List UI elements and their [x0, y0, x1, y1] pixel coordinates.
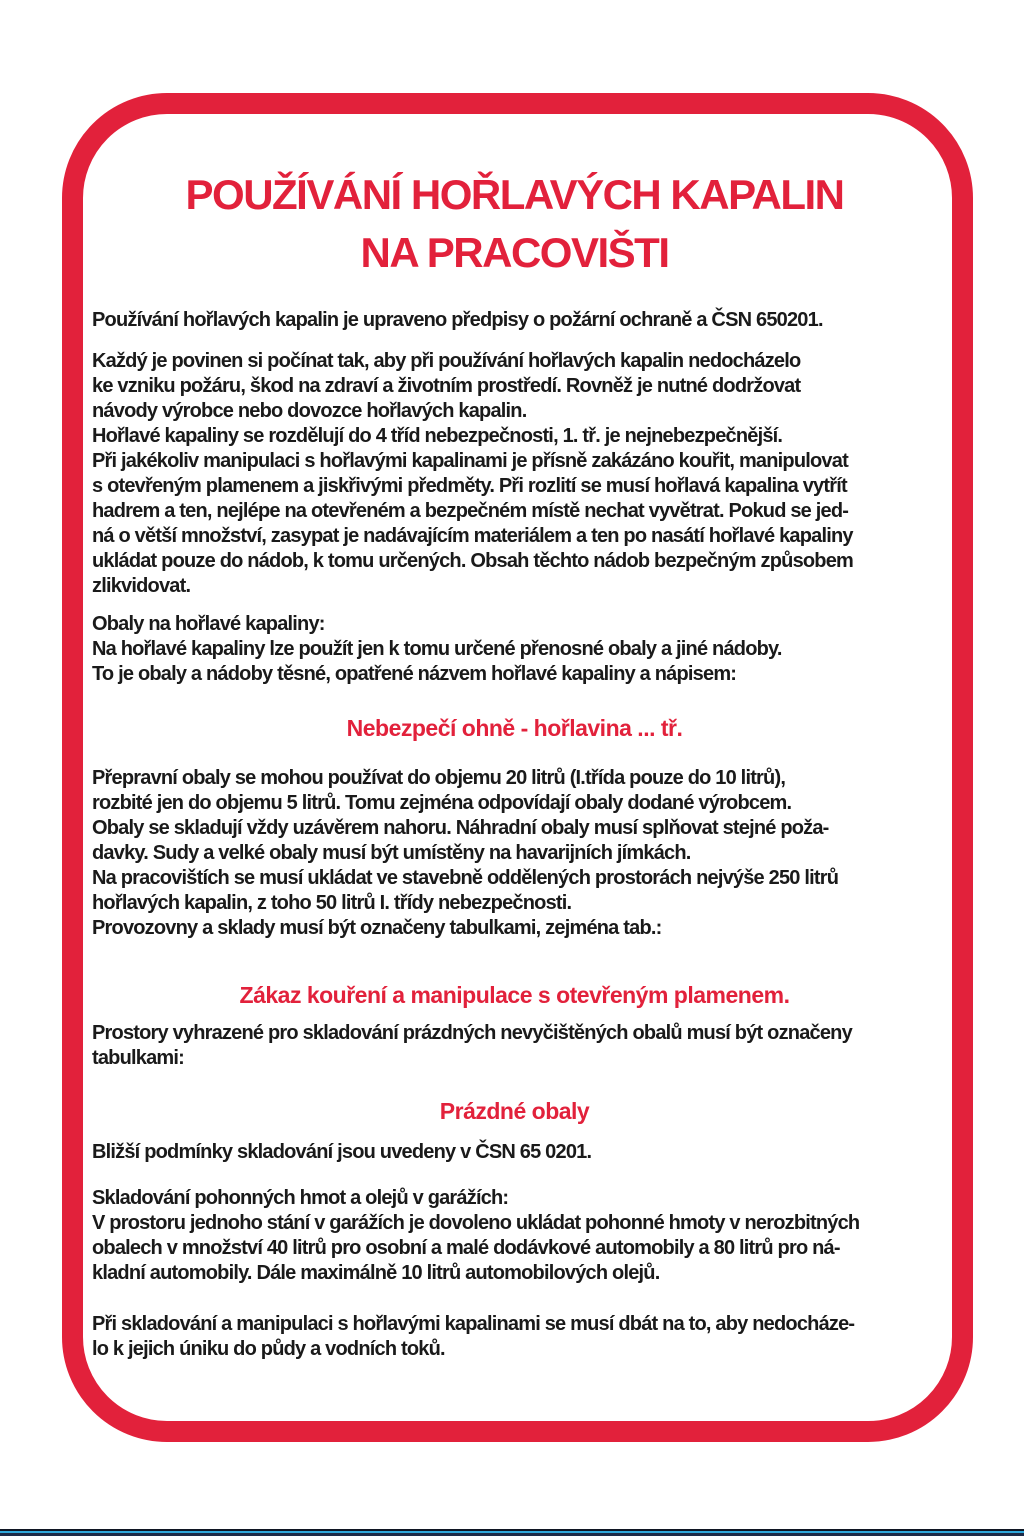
paragraph-containers [92, 612, 937, 687]
text-line: Hořlavé kapaliny se rozdělují do 4 tříd nebezpečnosti, 1. tř. je nejnebezpečnější. [92, 425, 783, 447]
paragraph-leak-prevention [92, 1312, 937, 1362]
text-line: Obaly se skladují vždy uzávěrem nahoru. Náhradní obaly musí splňovat stejné poža- [92, 817, 829, 839]
paragraph-storage-conditions [92, 1140, 937, 1165]
text-line: Obaly na hořlavé kapaliny: [92, 613, 325, 635]
text-line: rozbité jen do objemu 5 litrů. Tomu zejména odpovídají obaly dodané výrobcem. [92, 792, 792, 814]
footer-decorative-stripes [0, 1529, 1024, 1536]
text-line: Přepravní obaly se mohou používat do objemu 20 litrů (I.třída pouze do 10 litrů), [92, 767, 786, 789]
text-line: POUŽÍVÁNÍ HOŘLAVÝCH KAPALIN [185, 171, 844, 218]
text-line: Při jakékoliv manipulaci s hořlavými kapalinami je přísně zakázáno kouřit, manipulovat [92, 450, 848, 472]
text-line: Při skladování a manipulaci s hořlavými kapalinami se musí dbát na to, aby nedocháze- [92, 1313, 855, 1335]
text-line: návody výrobce nebo dovozce hořlavých kapalin. [92, 400, 527, 422]
text-line: To je obaly a nádoby těsné, opatřené názvem hořlavé kapaliny a nápisem: [92, 663, 737, 685]
text-line: ukládat pouze do nádob, k tomu určených. Obsah těchto nádob bezpečným způsobem [92, 550, 854, 572]
heading-empty-containers-label: Prázdné obaly [439, 1098, 590, 1124]
text-line: hadrem a ten, nejlépe na otevřeném a bezpečném místě nechat vyvětrat. Pokud se jed- [92, 500, 849, 522]
text-line: ke vzniku požáru, škod na zdraví a životním prostředí. Rovněž je nutné dodržovat [92, 375, 801, 397]
text-line: ná o větší množství, zasypat je nadávajícím materiálem a ten po nasátí hořlavé kapaliny [92, 525, 853, 547]
text-line: Bližší podmínky skladování jsou uvedeny v ČSN 65 0201. [92, 1141, 592, 1163]
heading-fire-danger-label: Nebezpečí ohně - hořlavina ... tř. [346, 715, 683, 741]
poster-title [92, 166, 937, 282]
text-line: Každý je povinen si počínat tak, aby při používání hořlavých kapalin nedocházelo [92, 350, 801, 372]
text-line: hořlavých kapalin, z toho 50 litrů I. třídy nebezpečnosti. [92, 892, 572, 914]
text-line: Prostory vyhrazené pro skladování prázdných nevyčištěných obalů musí být označeny [92, 1022, 852, 1044]
text-line: kladní automobily. Dále maximálně 10 litrů automobilových olejů. [92, 1262, 660, 1284]
text-line: Na hořlavé kapaliny lze použít jen k tomu určené přenosné obaly a jiné nádoby. [92, 638, 782, 660]
text-line: obalech v množství 40 litrů pro osobní a malé dodávkové automobily a 80 litrů pro ná- [92, 1237, 840, 1259]
text-line: Skladování pohonných hmot a olejů v garážích: [92, 1187, 509, 1209]
text-line: Používání hořlavých kapalin je upraveno předpisy o požární ochraně a ČSN 650201. [92, 309, 823, 331]
text-line: s otevřeným plamenem a jiskřivými předměty. Při rozlití se musí hořlavá kapalina vytřít [92, 475, 847, 497]
text-line: davky. Sudy a velké obaly musí být umístěny na havarijních jímkách. [92, 842, 691, 864]
text-line: tabulkami: [92, 1047, 185, 1069]
poster-content [92, 114, 937, 1362]
paragraph-transport-containers [92, 766, 937, 941]
paragraph-intro-regulation [92, 308, 937, 333]
text-line: NA PRACOVIŠTI [360, 229, 669, 276]
text-line: V prostoru jednoho stání v garážích je dovoleno ukládat pohonné hmoty v nerozbitných [92, 1212, 860, 1234]
text-line: Na pracovištích se musí ukládat ve stavebně oddělených prostorách nejvýše 250 litrů [92, 867, 839, 889]
text-line: Provozovny a sklady musí být označeny tabulkami, zejména tab.: [92, 917, 662, 939]
text-line: zlikvidovat. [92, 575, 191, 597]
paragraph-garage-storage [92, 1186, 937, 1286]
paragraph-general-duties [92, 349, 937, 599]
heading-no-smoking-label: Zákaz kouření a manipulace s otevřeným plamenem. [239, 982, 790, 1008]
text-line: lo k jejich úniku do půdy a vodních toků. [92, 1338, 445, 1360]
paragraph-empty-containers-areas [92, 1021, 937, 1071]
